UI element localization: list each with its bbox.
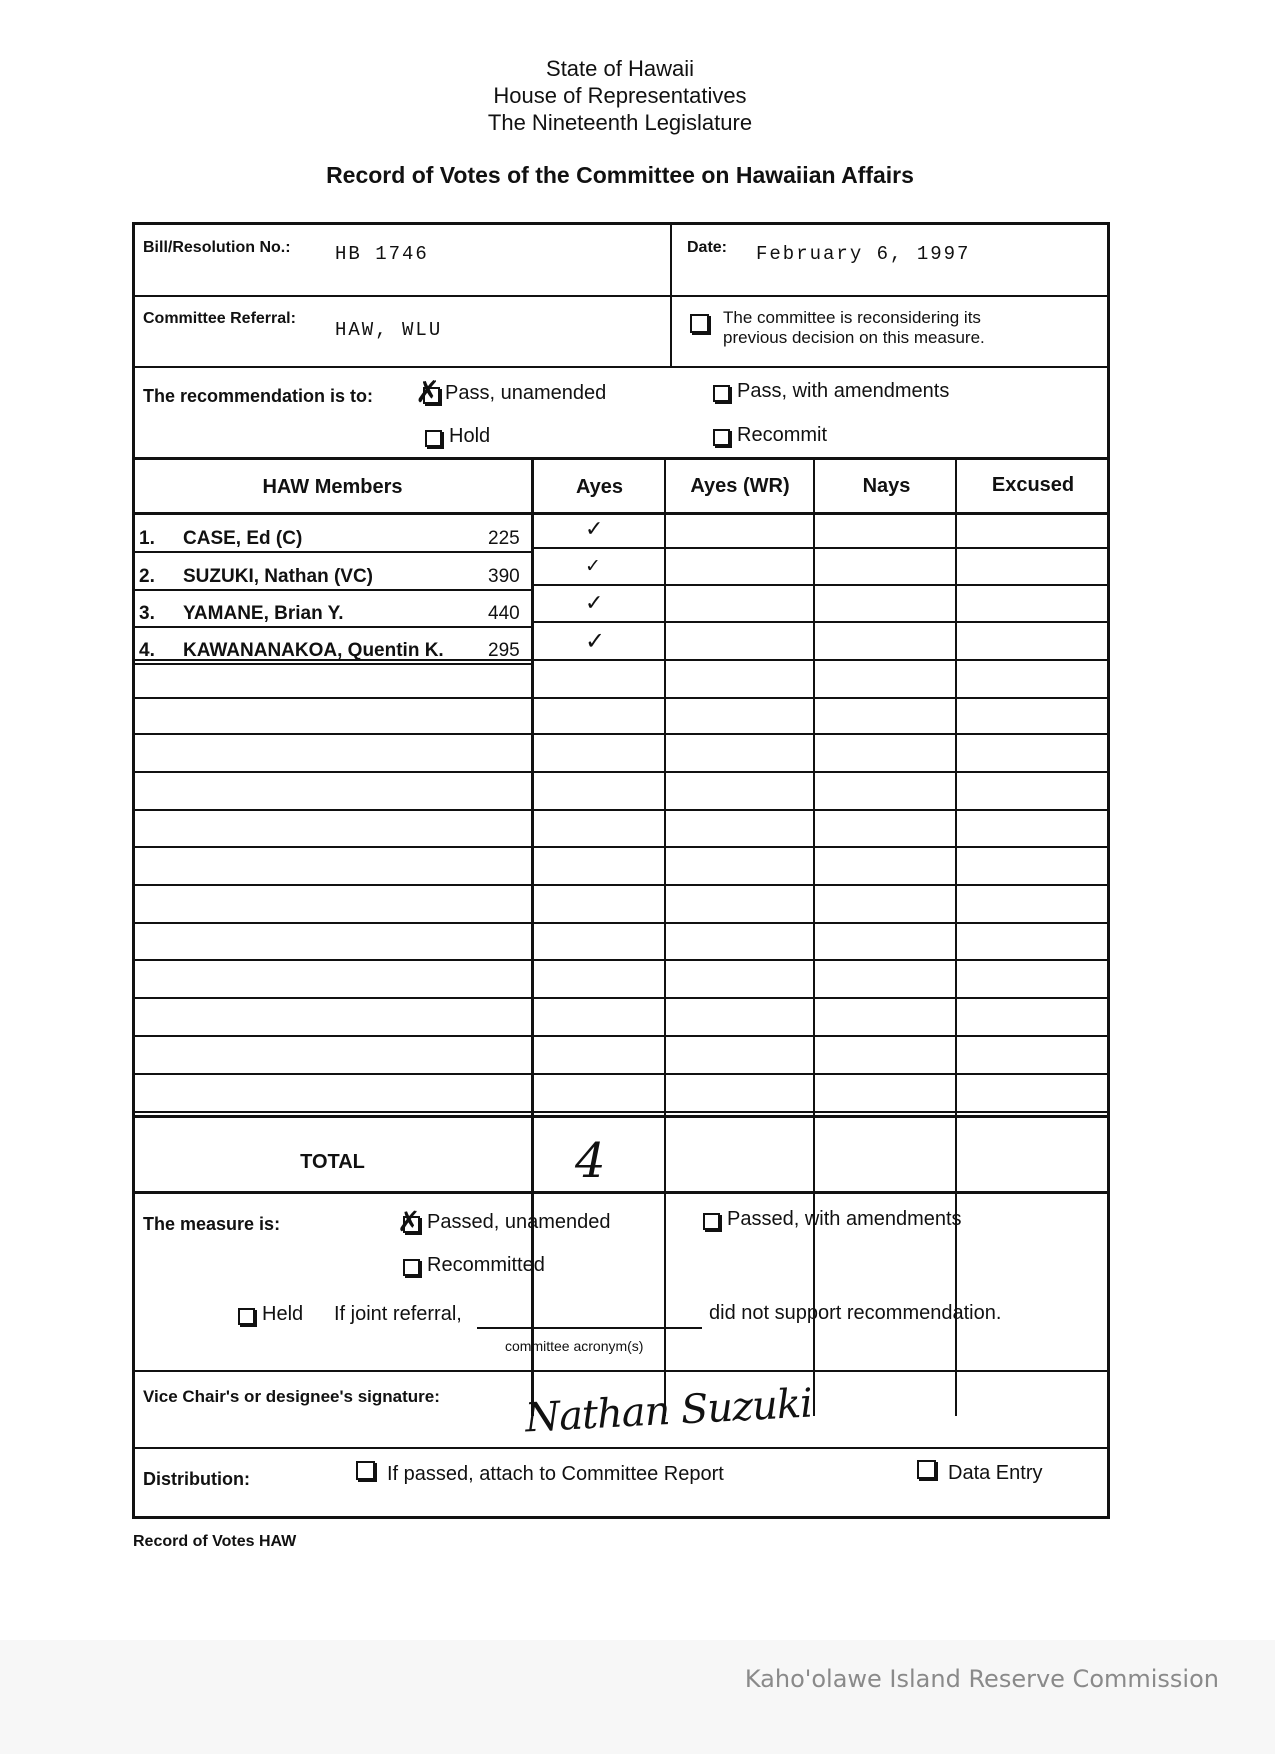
- divider: [135, 551, 531, 553]
- divider: [955, 459, 957, 1416]
- divider: [135, 1073, 1107, 1075]
- divider: [135, 884, 1107, 886]
- measure-label: The measure is:: [143, 1214, 281, 1234]
- scan-margin: [0, 1640, 1275, 1754]
- vote-record-form: [132, 222, 1110, 1519]
- date-label: Date:: [687, 239, 728, 256]
- rec-pass-unamended-label: Pass, unamended: [445, 382, 607, 404]
- check-mark-icon: ✓: [585, 627, 606, 655]
- passed-amendments-label: Passed, with amendments: [727, 1208, 962, 1230]
- passed-amendments-checkbox[interactable]: [703, 1213, 720, 1230]
- held-label: Held: [262, 1303, 304, 1325]
- divider: [135, 366, 1107, 368]
- check-mark-icon: ✗: [397, 1205, 421, 1238]
- letterhead: [0, 55, 1240, 136]
- header-state: State of Hawaii: [546, 56, 694, 81]
- divider: [531, 584, 1107, 586]
- divider: [135, 846, 1107, 848]
- check-mark-icon: ✓: [585, 555, 601, 577]
- member-room: 390: [488, 566, 520, 587]
- divider: [135, 733, 1107, 735]
- divider: [135, 457, 1107, 460]
- divider: [135, 295, 1107, 297]
- rec-pass-amendments-checkbox[interactable]: [713, 385, 730, 402]
- divider: [135, 922, 1107, 924]
- joint-referral-label: If joint referral,: [334, 1303, 462, 1325]
- not-support-label: did not support recommendation.: [709, 1302, 1002, 1324]
- divider: [135, 809, 1107, 811]
- recommitted-checkbox[interactable]: [403, 1259, 420, 1276]
- check-mark-icon: ✗: [415, 375, 441, 410]
- referral-label: Committee Referral:: [143, 310, 296, 327]
- divider: [664, 459, 666, 1416]
- member-number: 4.: [139, 640, 155, 661]
- member-number: 1.: [139, 528, 155, 549]
- member-name: SUZUKI, Nathan (VC): [183, 566, 373, 587]
- acronym-field[interactable]: [477, 1327, 702, 1329]
- member-name: CASE, Ed (C): [183, 528, 303, 549]
- divider: [135, 1447, 1107, 1449]
- divider: [135, 771, 1107, 773]
- recommitted-label: Recommitted: [427, 1254, 545, 1276]
- passed-unamended-label: Passed, unamended: [427, 1211, 611, 1233]
- divider: [531, 621, 1107, 623]
- held-checkbox[interactable]: [238, 1308, 255, 1325]
- form-footer-note: Record of Votes HAW: [133, 1533, 297, 1550]
- bill-value: HB 1746: [335, 243, 429, 265]
- document-title: Record of Votes of the Committee on Hawaiian Affairs: [326, 162, 914, 188]
- acronym-caption: committee acronym(s): [505, 1338, 644, 1354]
- signature-label: Vice Chair's or designee's signature:: [143, 1387, 440, 1406]
- divider: [135, 589, 531, 591]
- divider: [135, 663, 531, 665]
- date-value: February 6, 1997: [756, 243, 971, 265]
- col-header-members: HAW Members: [262, 476, 403, 498]
- divider: [135, 1111, 1107, 1113]
- divider: [531, 547, 1107, 549]
- divider: [135, 626, 531, 628]
- rec-recommit-checkbox[interactable]: [713, 429, 730, 446]
- check-mark-icon: ✓: [585, 591, 604, 616]
- member-number: 2.: [139, 566, 155, 587]
- total-ayes-value: 4: [575, 1133, 606, 1189]
- member-room: 295: [488, 640, 520, 661]
- divider: [135, 959, 1107, 961]
- divider: [135, 512, 1107, 515]
- attach-report-label: If passed, attach to Committee Report: [387, 1463, 724, 1485]
- check-mark-icon: ✓: [585, 517, 604, 542]
- col-header-excused: Excused: [991, 474, 1075, 496]
- recommendation-label: The recommendation is to:: [143, 386, 374, 406]
- divider: [135, 1191, 1107, 1194]
- bill-label: Bill/Resolution No.:: [143, 239, 291, 256]
- member-number: 3.: [139, 603, 155, 624]
- member-room: 440: [488, 603, 520, 624]
- rec-recommit-label: Recommit: [737, 424, 828, 446]
- rec-hold-label: Hold: [449, 425, 491, 447]
- col-header-nays: Nays: [862, 475, 911, 497]
- divider: [135, 997, 1107, 999]
- data-entry-checkbox[interactable]: [917, 1460, 936, 1479]
- header-legislature: The Nineteenth Legislature: [487, 110, 753, 135]
- collection-watermark: Kaho'olawe Island Reserve Commission: [744, 1665, 1219, 1693]
- data-entry-label: Data Entry: [948, 1462, 1043, 1484]
- signature: Nathan Suzuki: [523, 1380, 814, 1442]
- total-label: TOTAL: [300, 1151, 365, 1173]
- member-room: 225: [488, 528, 520, 549]
- divider: [135, 1370, 1107, 1372]
- divider: [135, 1035, 1107, 1037]
- col-header-ayes-wr: Ayes (WR): [690, 475, 790, 497]
- referral-value: HAW, WLU: [335, 319, 443, 341]
- divider: [135, 1115, 1107, 1118]
- divider: [135, 697, 1107, 699]
- member-name: YAMANE, Brian Y.: [183, 603, 344, 624]
- header-house: House of Representatives: [493, 83, 747, 108]
- reconsider-checkbox[interactable]: [690, 314, 709, 333]
- reconsider-text: The committee is reconsidering its previous decision on this measure.: [723, 308, 985, 347]
- rec-hold-checkbox[interactable]: [425, 430, 442, 447]
- member-name: KAWANANAKOA, Quentin K.: [183, 640, 444, 661]
- attach-report-checkbox[interactable]: [356, 1461, 375, 1480]
- distribution-label: Distribution:: [143, 1469, 250, 1489]
- divider: [813, 459, 815, 1416]
- rec-pass-amendments-label: Pass, with amendments: [737, 380, 950, 402]
- col-header-ayes: Ayes: [575, 476, 624, 498]
